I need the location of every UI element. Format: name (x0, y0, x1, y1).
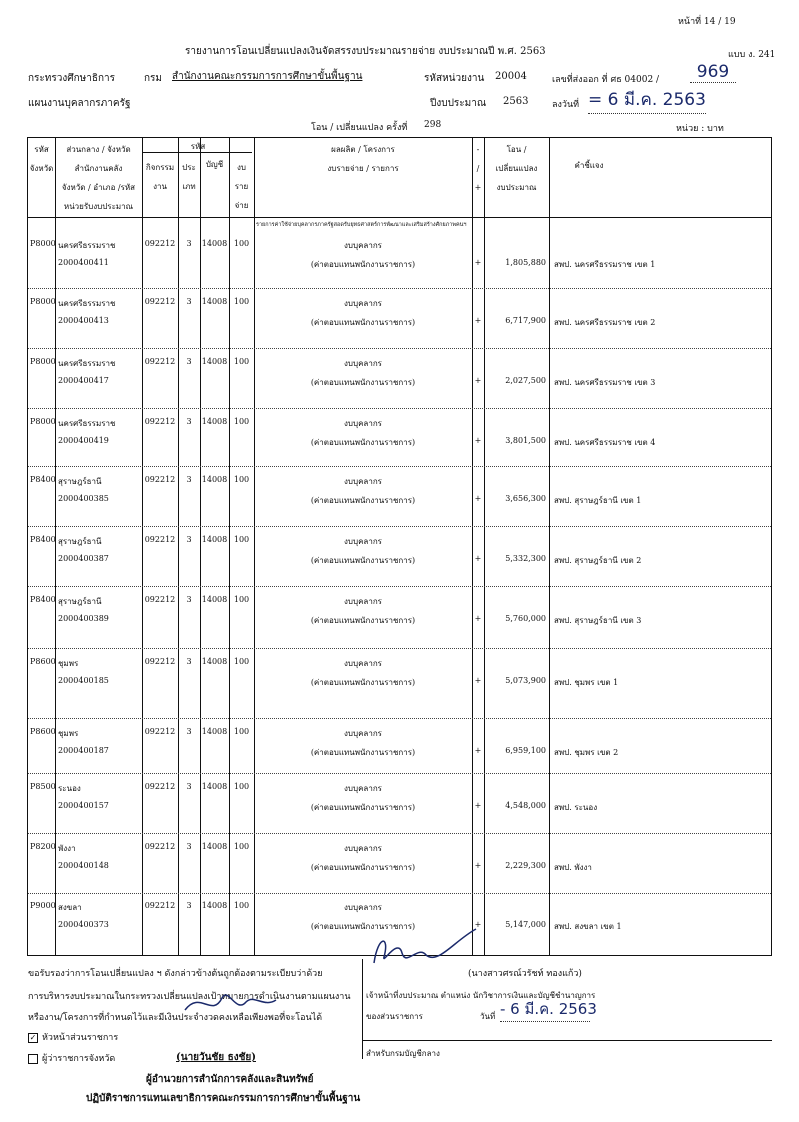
report-title: รายงานการโอนเปลี่ยนแปลงเงินจัดสรรงบประมาณรายจ่าย งบประมาณปี พ.ศ. 2563 (185, 46, 546, 57)
row-budget-item: (ค่าตอบแทนพนักงานราชการ) (310, 438, 416, 447)
row-unit-code: 2000400148 (58, 861, 109, 870)
row-budget-item: (ค่าตอบแทนพนักงานราชการ) (310, 556, 416, 565)
row-org: นครศรีธรรมราช (58, 359, 116, 368)
agency-code: 20004 (495, 71, 527, 82)
row-budget-item: (ค่าตอบแทนพนักงานราชการ) (310, 748, 416, 757)
row-province-code: P8600 (30, 727, 56, 736)
row-org: ระนอง (58, 784, 81, 793)
row-activity: 092212 (144, 842, 176, 851)
row-org: นครศรีธรรมราช (58, 299, 116, 308)
row-account: 14008 (201, 357, 228, 366)
row-account: 14008 (201, 475, 228, 484)
row-unit-code: 2000400413 (58, 316, 109, 325)
row-note: สพป. ชุมพร เขต 1 (554, 678, 619, 687)
row-separator (28, 526, 771, 527)
header-code-group: รหัส (190, 142, 206, 151)
row-amount: 1,805,880 (505, 258, 546, 267)
row-budget-item: (ค่าตอบแทนพนักงานราชการ) (310, 803, 416, 812)
row-type: 3 (186, 417, 192, 426)
row-province-code: P8000 (30, 239, 56, 248)
row-separator (28, 408, 771, 409)
row-note: สพป. นครศรีธรรมราช เขต 4 (554, 438, 656, 447)
department-value: สำนักงานคณะกรรมการการศึกษาขั้นพื้นฐาน (172, 71, 363, 82)
checked-box-icon: ✓ (29, 1032, 37, 1042)
row-unit-code: 2000400373 (58, 920, 109, 929)
row-province-code: P8400 (30, 595, 56, 604)
row-org: สงขลา (58, 903, 82, 912)
row-budget-item: (ค่าตอบแทนพนักงานราชการ) (310, 496, 416, 505)
row-org: สุราษฎร์ธานี (58, 537, 102, 546)
row-activity: 092212 (144, 475, 176, 484)
row-budget-line: งบบุคลากร (344, 659, 382, 668)
row-budget: 100 (233, 239, 250, 248)
row-amount: 5,332,300 (505, 554, 546, 563)
row-province-code: P8000 (30, 417, 56, 426)
row-unit-code: 2000400385 (58, 494, 109, 503)
row-sign: + (474, 920, 482, 929)
row-budget: 100 (233, 901, 250, 910)
row-unit-code: 2000400411 (58, 258, 109, 267)
header-activity: กิจกรรม งาน (145, 163, 175, 191)
row-org: นครศรีธรรมราช (58, 419, 116, 428)
row-note: สพป. พังงา (554, 863, 592, 872)
row-org: พังงา (58, 844, 76, 853)
row-account: 14008 (201, 595, 228, 604)
date-value: = 6 มี.ค. 2563 (588, 86, 706, 114)
row-activity: 092212 (144, 727, 176, 736)
row-budget-item: (ค่าตอบแทนพนักงานราชการ) (310, 318, 416, 327)
row-budget: 100 (233, 475, 250, 484)
row-type: 3 (186, 842, 192, 851)
signer-title-2: ปฏิบัติราชการแทนเลขาธิการคณะกรรมการการศึกษาขั้นพื้นฐาน (86, 1093, 361, 1104)
row-sign: + (474, 376, 482, 385)
row-amount: 2,229,300 (505, 861, 546, 870)
row-activity: 092212 (144, 657, 176, 666)
row-type: 3 (186, 657, 192, 666)
row-budget: 100 (233, 842, 250, 851)
row-note: สพป. ชุมพร เขต 2 (554, 748, 619, 757)
officer-role: เจ้าหน้าที่งบประมาณ ตำแหน่ง นักวิชาการเงินและบัญชีชำนาญการ (366, 991, 596, 1000)
row-note: สพป. นครศรีธรรมราช เขต 2 (554, 318, 656, 327)
row-budget-line: งบบุคลากร (344, 477, 382, 486)
row-separator (28, 718, 771, 719)
row-unit-code: 2000400185 (58, 676, 109, 685)
signer-title-1: ผู้อำนวยการสำนักการคลังและสินทรัพย์ (146, 1074, 314, 1085)
officer-date: - 6 มี.ค. 2563 (500, 997, 590, 1022)
row-unit-code: 2000400387 (58, 554, 109, 563)
header-note: คำชี้แจง (574, 161, 604, 170)
row-sign: + (474, 316, 482, 325)
row-budget: 100 (233, 417, 250, 426)
cert-line-2: การบริหารงบประมาณในกระทรวงเปลี่ยนแปลงเป้าหมายการดำเนินงานตามแผนงาน (28, 992, 351, 1002)
department-label: กรม (144, 73, 163, 84)
signature-1 (180, 988, 280, 1016)
form-code: แบบ ง. 241 (728, 50, 776, 60)
fiscal-year: 2563 (503, 96, 529, 107)
row-amount: 3,801,500 (505, 436, 546, 445)
cert-line-3: หรืองาน/โครงการที่กำหนดไว้และมีเงินประจำงวดคงเหลือเพียงพอที่จะโอนได้ (28, 1013, 323, 1023)
row-note: สพป. นครศรีธรรมราช เขต 1 (554, 260, 656, 269)
row-budget-item: (ค่าตอบแทนพนักงานราชการ) (310, 922, 416, 931)
row-account: 14008 (201, 727, 228, 736)
row-budget: 100 (233, 595, 250, 604)
row-separator (28, 773, 771, 774)
row-type: 3 (186, 901, 192, 910)
row-budget-item: (ค่าตอบแทนพนักงานราชการ) (310, 260, 416, 269)
row-type: 3 (186, 475, 192, 484)
row-org: ชุมพร (58, 729, 79, 738)
row-budget-item: (ค่าตอบแทนพนักงานราชการ) (310, 616, 416, 625)
row-unit-code: 2000400419 (58, 436, 109, 445)
row-account: 14008 (201, 657, 228, 666)
agency-code-label: รหัสหน่วยงาน (424, 73, 485, 84)
row-unit-code: 2000400187 (58, 746, 109, 755)
row-budget-line: งบบุคลากร (344, 419, 382, 428)
row-budget-line: งบบุคลากร (344, 359, 382, 368)
row-province-code: P8400 (30, 535, 56, 544)
row-org: สุราษฎร์ธานี (58, 477, 102, 486)
row-sign: + (474, 614, 482, 623)
row-separator (28, 648, 771, 649)
row-amount: 5,760,000 (505, 614, 546, 623)
header-org: ส่วนกลาง / จังหวัด สำนักงานคลัง จังหวัด / อำเภอ /รหัส หน่วยรับงบประมาณ (61, 145, 136, 211)
header-budget: งบ ราย จ่าย (234, 163, 249, 210)
row-type: 3 (186, 297, 192, 306)
row-sign: + (474, 258, 482, 267)
row-org: ชุมพร (58, 659, 79, 668)
fiscal-year-label: ปีงบประมาณ (430, 98, 487, 109)
row-budget-item: (ค่าตอบแทนพนักงานราชการ) (310, 678, 416, 687)
row-separator (28, 833, 771, 834)
row-unit-code: 2000400417 (58, 376, 109, 385)
row-sign: + (474, 861, 482, 870)
row-province-code: P8000 (30, 357, 56, 366)
row-separator (28, 586, 771, 587)
signer-name: (นายวันชัย ธงชัย) (176, 1052, 256, 1063)
row-activity: 092212 (144, 297, 176, 306)
row-type: 3 (186, 535, 192, 544)
row-province-code: P8200 (30, 842, 56, 851)
row-budget-line: งบบุคลากร (344, 299, 382, 308)
row-amount: 6,717,900 (505, 316, 546, 325)
row-province-code: P8400 (30, 475, 56, 484)
row-province-code: P9000 (30, 901, 56, 910)
row-budget-item: (ค่าตอบแทนพนักงานราชการ) (310, 863, 416, 872)
doc-no-label: เลขที่ส่งออก ที่ ศธ 04002 / (552, 75, 660, 85)
option-province: ผู้ว่าราชการจังหวัด (28, 1051, 115, 1065)
row-note: สพป. นครศรีธรรมราช เขต 3 (554, 378, 656, 387)
option-head: ✓ หัวหน้าส่วนราชการ (29, 1032, 119, 1043)
row-sign: + (474, 494, 482, 503)
row-budget: 100 (233, 657, 250, 666)
row-amount: 3,656,300 (505, 494, 546, 503)
row-activity: 092212 (144, 417, 176, 426)
row-account: 14008 (201, 297, 228, 306)
row-separator (28, 893, 771, 894)
row-budget: 100 (233, 727, 250, 736)
row-type: 3 (186, 239, 192, 248)
row-org: สุราษฎร์ธานี (58, 597, 102, 606)
row-unit-code: 2000400389 (58, 614, 109, 623)
header-type: ประ เภท (182, 163, 196, 191)
row-budget-line: งบบุคลากร (344, 729, 382, 738)
row-activity: 092212 (144, 595, 176, 604)
row-account: 14008 (201, 901, 228, 910)
row-amount: 2,027,500 (505, 376, 546, 385)
row-separator (28, 466, 771, 467)
header-amount: โอน / เปลี่ยนแปลง งบประมาณ (495, 145, 538, 192)
officer-org: ของส่วนราชการ (366, 1012, 423, 1021)
row-amount: 5,147,000 (505, 920, 546, 929)
row-note: สพป. สุราษฎร์ธานี เขต 3 (554, 616, 642, 625)
row-sign: + (474, 746, 482, 755)
signature-2 (368, 925, 478, 973)
accounting-label: สำหรับกรมบัญชีกลาง (366, 1049, 440, 1058)
row-budget-line: งบบุคลากร (344, 597, 382, 606)
row-note: สพป. ระนอง (554, 803, 598, 812)
doc-no: 969 (690, 62, 736, 83)
row-activity: 092212 (144, 239, 176, 248)
row-type: 3 (186, 782, 192, 791)
row-org: นครศรีธรรมราช (58, 241, 116, 250)
row-budget: 100 (233, 535, 250, 544)
row-note: สพป. สุราษฎร์ธานี เขต 2 (554, 556, 642, 565)
transfer-table (27, 137, 772, 956)
row-budget-item: (ค่าตอบแทนพนักงานราชการ) (310, 378, 416, 387)
plan-label: แผนงานบุคลากรภาครัฐ (28, 98, 131, 109)
row-amount: 4,548,000 (505, 801, 546, 810)
header-output: ผลผลิต / โครงการ งบรายจ่าย / รายการ (327, 145, 399, 173)
row-separator (28, 348, 771, 349)
cert-line-1: ขอรับรองว่าการโอนเปลี่ยนแปลง ฯ ดังกล่าวข้างต้นถูกต้องตามระเบียบว่าด้วย (28, 969, 323, 979)
row-budget-line: งบบุคลากร (344, 903, 382, 912)
row-activity: 092212 (144, 535, 176, 544)
transfer-no: 298 (424, 120, 442, 130)
page-number: หน้าที่ 14 / 19 (678, 17, 736, 27)
row-sign: + (474, 676, 482, 685)
row-unit-code: 2000400157 (58, 801, 109, 810)
header-account: บัญชี (205, 160, 224, 169)
row-account: 14008 (201, 842, 228, 851)
row-account: 14008 (201, 417, 228, 426)
row-account: 14008 (201, 239, 228, 248)
row-sign: + (474, 554, 482, 563)
row-separator (28, 288, 771, 289)
unchecked-box-icon (28, 1054, 38, 1064)
row-amount: 6,959,100 (505, 746, 546, 755)
row-activity: 092212 (144, 901, 176, 910)
header-province-code: รหัส จังหวัด (29, 145, 54, 173)
date-label: ลงวันที่ (552, 100, 580, 110)
row-province-code: P8000 (30, 297, 56, 306)
row-sign: + (474, 436, 482, 445)
row-type: 3 (186, 357, 192, 366)
transfer-label: โอน / เปลี่ยนแปลง ครั้งที่ (311, 123, 408, 133)
row-budget-line: งบบุคลากร (344, 537, 382, 546)
row-sign: + (474, 801, 482, 810)
officer-name: (นางสาวศรณ์วรัชท์ ทองแก้ว) (468, 969, 582, 979)
row-account: 14008 (201, 535, 228, 544)
row-amount: 5,073,900 (505, 676, 546, 685)
row-province-code: P8500 (30, 782, 56, 791)
row-activity: 092212 (144, 357, 176, 366)
row-note: สพป. สงขลา เขต 1 (554, 922, 622, 931)
row-budget: 100 (233, 297, 250, 306)
unit-label: หน่วย : บาท (676, 124, 724, 134)
row-province-code: P8600 (30, 657, 56, 666)
row-activity: 092212 (144, 782, 176, 791)
row-budget-line: งบบุคลากร (344, 844, 382, 853)
row-budget-line: งบบุคลากร (344, 241, 382, 250)
activity-note: รายการค่าใช้จ่ายบุคลากรภาครัฐสอดรับยุทธศาสตร์การพัฒนาและเสริมสร้างศักยภาพคนฯ (256, 222, 467, 228)
row-type: 3 (186, 727, 192, 736)
row-account: 14008 (201, 782, 228, 791)
row-budget: 100 (233, 357, 250, 366)
row-budget: 100 (233, 782, 250, 791)
row-note: สพป. สุราษฎร์ธานี เขต 1 (554, 496, 642, 505)
row-type: 3 (186, 595, 192, 604)
header-sign: - / + (474, 145, 482, 192)
row-budget-line: งบบุคลากร (344, 784, 382, 793)
ministry-label: กระทรวงศึกษาธิการ (28, 73, 116, 84)
officer-date-label: วันที่ (480, 1012, 496, 1021)
